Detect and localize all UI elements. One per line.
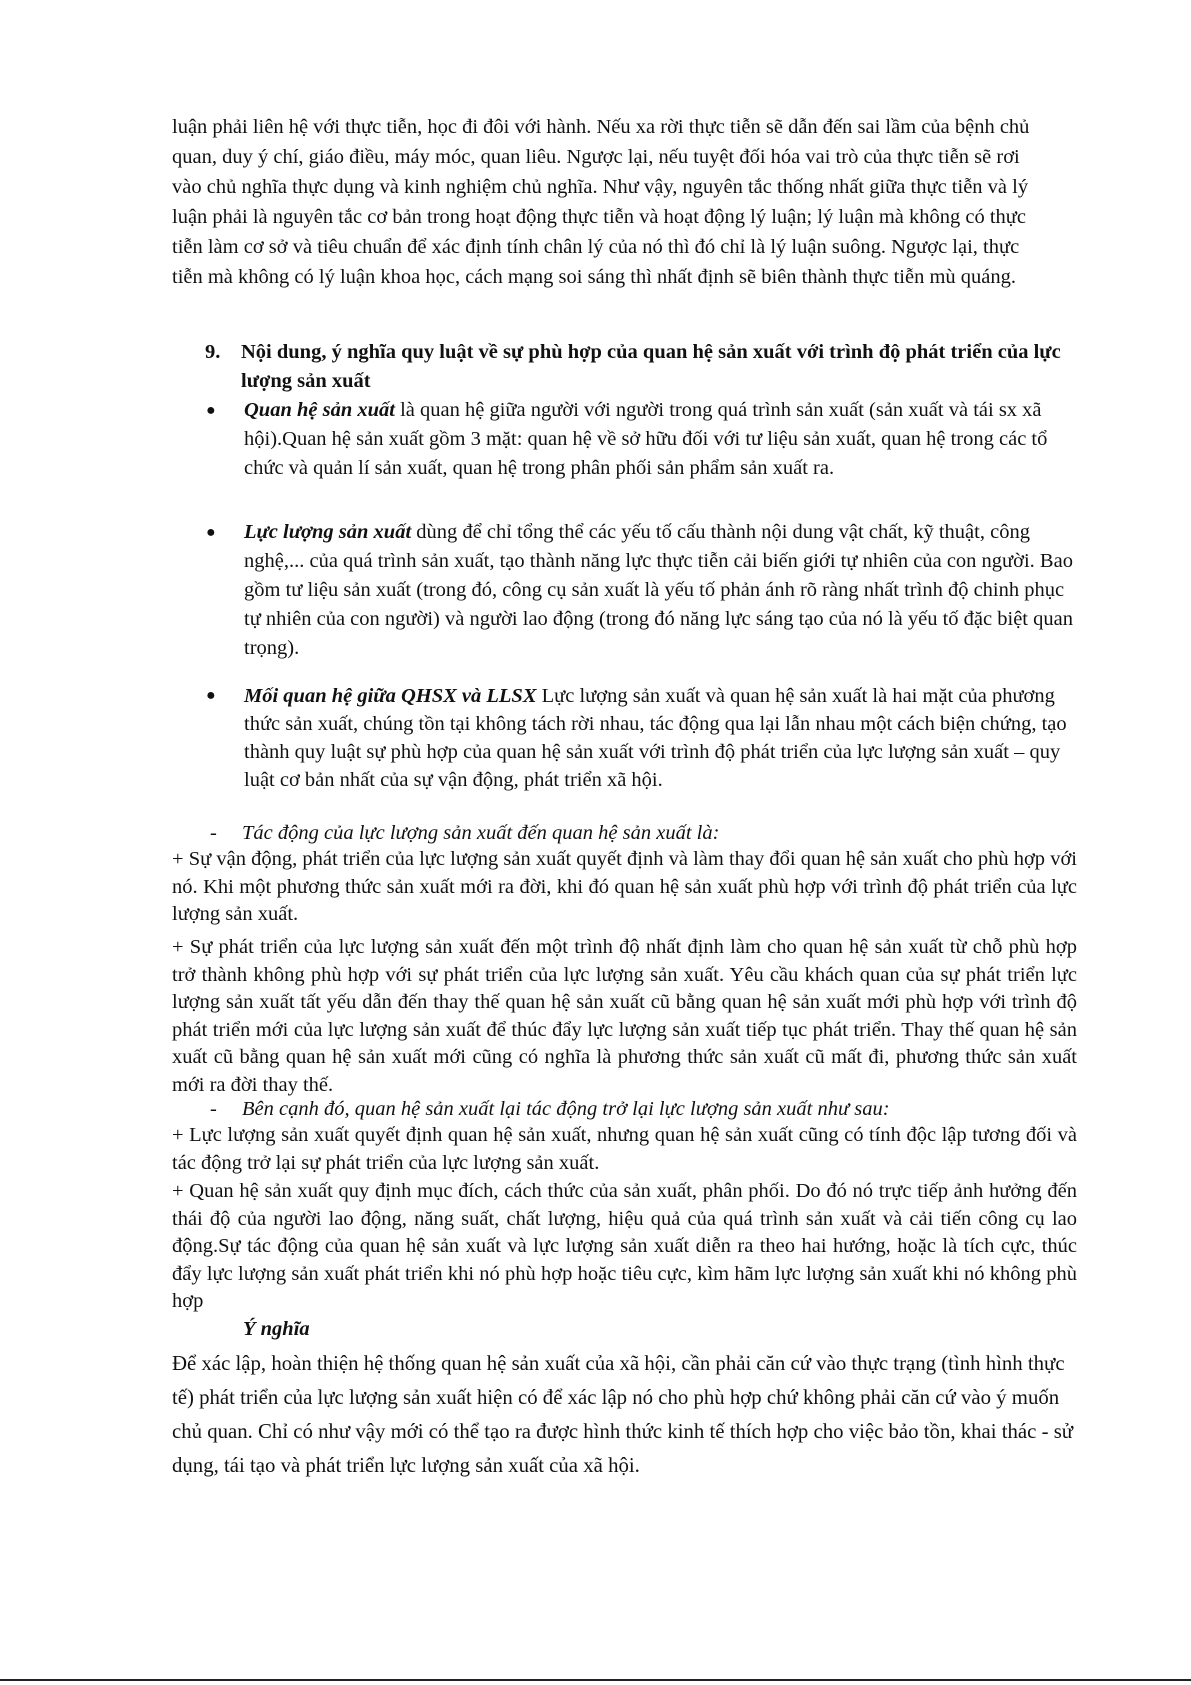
y-nghia-paragraph: Để xác lập, hoàn thiện hệ thống quan hệ sản xuất của xã hội, cần phải căn cứ vào thực trạng (tình hình thực tế) phát triển của lực lượng sản xuất hiện có để xác lập nó cho phù hợp chứ không phải căn cứ vào ý muốn chủ quan. Chỉ có như vậy mới có thể tạo ra được hình thức kinh tế thích hợp cho việc bảo tồn, khai thác - sử dụng, tái tạo và phát triển lực lượng sản xuất của xã hội. bbox=[172, 1352, 1074, 1477]
bullet-item-luc-luong-san-xuat bbox=[208, 518, 1083, 663]
section-number: 9. bbox=[205, 341, 221, 363]
bullet-term: Lực lượng sản xuất bbox=[244, 521, 412, 543]
bullet-text: là quan hệ giữa người với người trong quá trình sản xuất (sản xuất và tái sx xã hội).Quan hệ sản xuất gồm 3 mặt: quan hệ về sở hữu đối với tư liệu sản xuất, quan hệ trong các tổ chức và quản lí sản xuất, quan hệ trong phân phối sản phẩm sản xuất ra. bbox=[244, 399, 1048, 479]
bullet-term: Quan hệ sản xuất bbox=[244, 399, 395, 421]
dash-text: Tác động của lực lượng sản xuất đến quan hệ sản xuất là: bbox=[242, 822, 720, 844]
dash-item-qhsx-to-llsx bbox=[210, 1096, 1080, 1122]
bullet-term: Mối quan hệ giữa QHSX và LLSX bbox=[244, 685, 537, 707]
plus-paragraph-1: + Sự vận động, phát triển của lực lượng sản xuất quyết định và làm thay đổi quan hệ sản xuất cho phù hợp với nó. Khi một phương thức sản xuất mới ra đời, khi đó quan hệ sản xuất phù hợp với trình độ phát triển của lực lượng sản xuất. bbox=[172, 848, 1077, 925]
bullet-icon: ● bbox=[206, 687, 216, 704]
plus-paragraph-2: + Sự phát triển của lực lượng sản xuất đến một trình độ nhất định làm cho quan hệ sản xuất từ chỗ phù hợp trở thành không phù hợp với sự phát triển của lực lượng sản xuất. Yêu cầu khách quan của sự phát triển lực lượng sản xuất tất yếu dẫn đến thay thế quan hệ sản xuất cũ bằng quan hệ sản xuất mới phù hợp với trình độ phát triển mới của lực lượng sản xuất để thúc đẩy lực lượng sản xuất tiếp tục phát triển. Thay thế quan hệ sản xuất cũ bằng quan hệ sản xuất mới cũng có nghĩa là phương thức sản xuất cũ mất đi, phương thức sản xuất mới ra đời thay thế. bbox=[172, 936, 1077, 1096]
dash-icon: - bbox=[210, 1098, 217, 1120]
bullet-icon: ● bbox=[206, 402, 216, 419]
bullet-text: dùng để chỉ tổng thể các yếu tố cấu thành nội dung vật chất, kỹ thuật, công nghệ,... của quá trình sản xuất, tạo thành năng lực thực tiễn cải biến giới tự nhiên của con người. Bao gồm tư liệu sản xuất (trong đó, công cụ sản xuất là yếu tố phản ánh rõ ràng nhất trình độ chinh phục tự nhiên của con người) và người lao động (trong đó năng lực sáng tạo của nó là yếu tố đặc biệt quan trọng). bbox=[244, 521, 1073, 659]
dash-text: Bên cạnh đó, quan hệ sản xuất lại tác động trở lại lực lượng sản xuất như sau: bbox=[242, 1098, 890, 1120]
y-nghia-heading: Ý nghĩa bbox=[243, 1318, 310, 1340]
bullet-icon: ● bbox=[206, 524, 216, 541]
bullet-item-quan-he-san-xuat bbox=[208, 396, 1083, 483]
dash-icon: - bbox=[210, 822, 217, 844]
plus-paragraph-4: + Quan hệ sản xuất quy định mục đích, cách thức của sản xuất, phân phối. Do đó nó trực tiếp ảnh hưởng đến thái độ của người lao động, năng suất, chất lượng, hiệu quả của quá trình sản xuất và cải tiến công cụ lao động.Sự tác động của quan hệ sản xuất và lực lượng sản xuất diễn ra theo hai hướng, hoặc là tích cực, thúc đẩy lực lượng sản xuất phát triển khi nó phù hợp hoặc tiêu cực, kìm hãm lực lượng sản xuất khi nó không phù hợp bbox=[172, 1180, 1077, 1312]
intro-paragraph: luận phải liên hệ với thực tiễn, học đi đôi với hành. Nếu xa rời thực tiễn sẽ dẫn đến sai lầm của bệnh chủ quan, duy ý chí, giáo điều, máy móc, quan liêu. Ngược lại, nếu tuyệt đối hóa vai trò của thực tiễn sẽ rơi vào chủ nghĩa thực dụng và kinh nghiệm chủ nghĩa. Như vậy, nguyên tắc thống nhất giữa thực tiễn và lý luận phải là nguyên tắc cơ bản trong hoạt động thực tiễn và hoạt động lý luận; lý luận mà không có thực tiễn làm cơ sở và tiêu chuẩn để xác định tính chân lý của nó thì đó chỉ là lý luận suông. Ngược lại, thực tiễn mà không có lý luận khoa học, cách mạng soi sáng thì nhất định sẽ biên thành thực tiễn mù quáng. bbox=[172, 116, 1030, 288]
dash-item-llsx-to-qhsx bbox=[210, 820, 1080, 846]
section-title: Nội dung, ý nghĩa quy luật về sự phù hợp của quan hệ sản xuất với trình độ phát triển của lực lượng sản xuất bbox=[241, 341, 1061, 392]
plus-paragraph-3: + Lực lượng sản xuất quyết định quan hệ sản xuất, nhưng quan hệ sản xuất cũng có tính độc lập tương đối và tác động trở lại sự phát triển của lực lượng sản xuất. bbox=[172, 1124, 1077, 1174]
bullet-text: Lực lượng sản xuất và quan hệ sản xuất là hai mặt của phương thức sản xuất, chúng tồn tại không tách rời nhau, tác động qua lại lẫn nhau một cách biện chứng, tạo thành quy luật sự phù hợp của quan hệ sản xuất với trình độ phát triển của lực lượng sản xuất – quy luật cơ bản nhất của sự vận động, phát triển xã hội. bbox=[244, 685, 1067, 791]
page-bottom-divider bbox=[0, 1679, 1191, 1681]
bullet-item-moi-quan-he bbox=[208, 682, 1083, 794]
section-heading bbox=[205, 338, 1085, 396]
